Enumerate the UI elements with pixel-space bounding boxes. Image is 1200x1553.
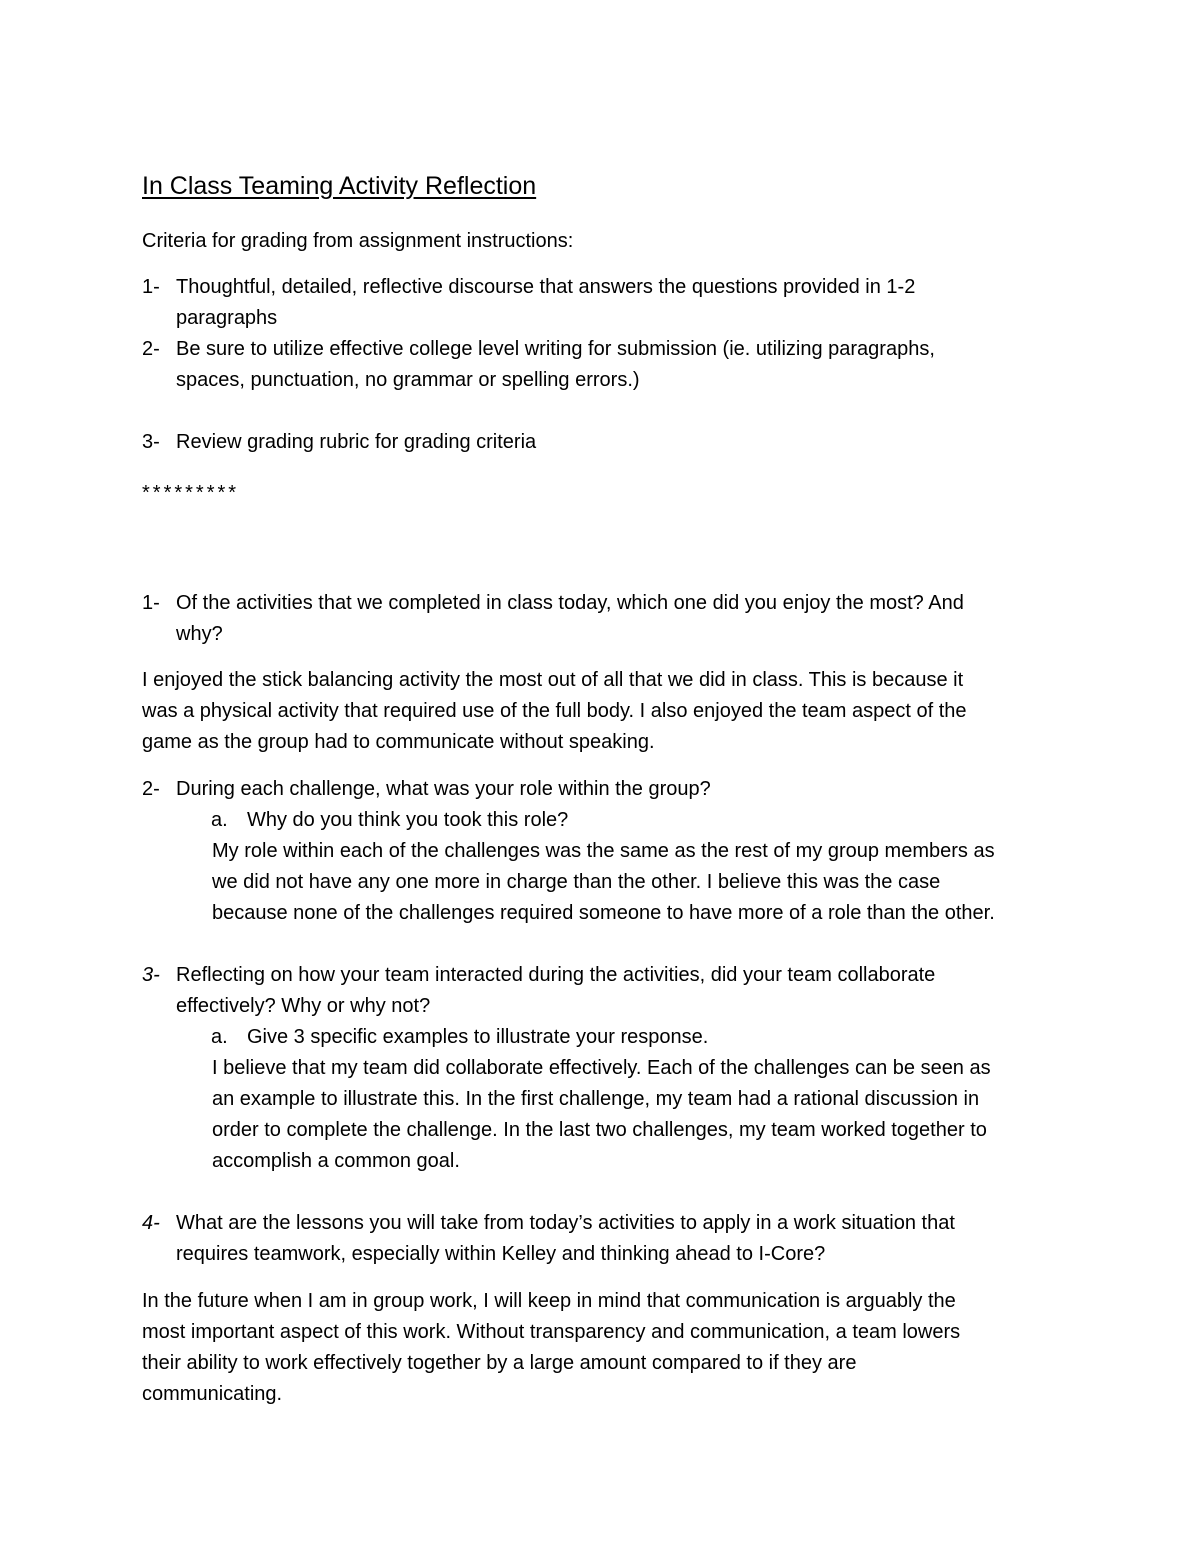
criteria-line: paragraphs [176, 307, 278, 329]
answer-line: an example to illustrate this. In the first challenge, my team had a rational discussion in [212, 1088, 980, 1110]
criteria-line: Review grading rubric for grading criteria [176, 431, 537, 453]
answer-line: communicating. [142, 1383, 283, 1405]
question-line: why? [176, 623, 223, 645]
question-line: Reflecting on how your team interacted during the activities, did your team collaborate [176, 964, 936, 986]
criteria-line: Be sure to utilize effective college level writing for submission (ie. utilizing paragraphs, [176, 338, 935, 360]
answer-line: accomplish a common goal. [212, 1150, 460, 1172]
criteria-line: spaces, punctuation, no grammar or spelling errors.) [176, 369, 640, 391]
answer-line: My role within each of the challenges was the same as the rest of my group members as [212, 840, 995, 862]
answer-line: was a physical activity that required use of the full body. I also enjoyed the team aspect of the [142, 700, 967, 722]
question-number: 3- [142, 964, 160, 986]
answer-line: order to complete the challenge. In the last two challenges, my team worked together to [212, 1119, 987, 1141]
answer-line: most important aspect of this work. Without transparency and communication, a team lowers [142, 1321, 961, 1343]
question-line: requires teamwork, especially within Kelley and thinking ahead to I-Core? [176, 1243, 826, 1265]
sub-question-letter: a. [211, 1026, 228, 1048]
answer-line: we did not have any one more in charge than the other. I believe this was the case [212, 871, 941, 893]
criteria-heading: Criteria for grading from assignment instructions: [142, 230, 574, 252]
criteria-line: Thoughtful, detailed, reflective discourse that answers the questions provided in 1-2 [176, 276, 916, 298]
question-number: 4- [142, 1212, 160, 1234]
sub-question: Why do you think you took this role? [247, 809, 569, 831]
answer-line: In the future when I am in group work, I will keep in mind that communication is arguably the [142, 1290, 956, 1312]
answer-line: game as the group had to communicate without speaking. [142, 731, 655, 753]
question-line: effectively? Why or why not? [176, 995, 431, 1017]
answer-line: I enjoyed the stick balancing activity the most out of all that we did in class. This is because it [142, 669, 964, 691]
sub-question: Give 3 specific examples to illustrate your response. [247, 1026, 709, 1048]
question-line: During each challenge, what was your role within the group? [176, 778, 711, 800]
document-title: In Class Teaming Activity Reflection [142, 172, 537, 200]
answer-line: I believe that my team did collaborate effectively. Each of the challenges can be seen as [212, 1057, 991, 1079]
question-line: Of the activities that we completed in class today, which one did you enjoy the most? And [176, 592, 964, 614]
answer-line: their ability to work effectively together by a large amount compared to if they are [142, 1352, 857, 1374]
sub-question-letter: a. [211, 809, 228, 831]
criteria-number: 1- [142, 276, 160, 298]
question-number: 2- [142, 778, 160, 800]
answer-line: because none of the challenges required someone to have more of a role than the other. [212, 902, 995, 924]
question-line: What are the lessons you will take from today’s activities to apply in a work situation that [176, 1212, 955, 1234]
criteria-number: 3- [142, 431, 160, 453]
criteria-number: 2- [142, 338, 160, 360]
separator-stars: ********* [142, 482, 240, 504]
question-number: 1- [142, 592, 160, 614]
